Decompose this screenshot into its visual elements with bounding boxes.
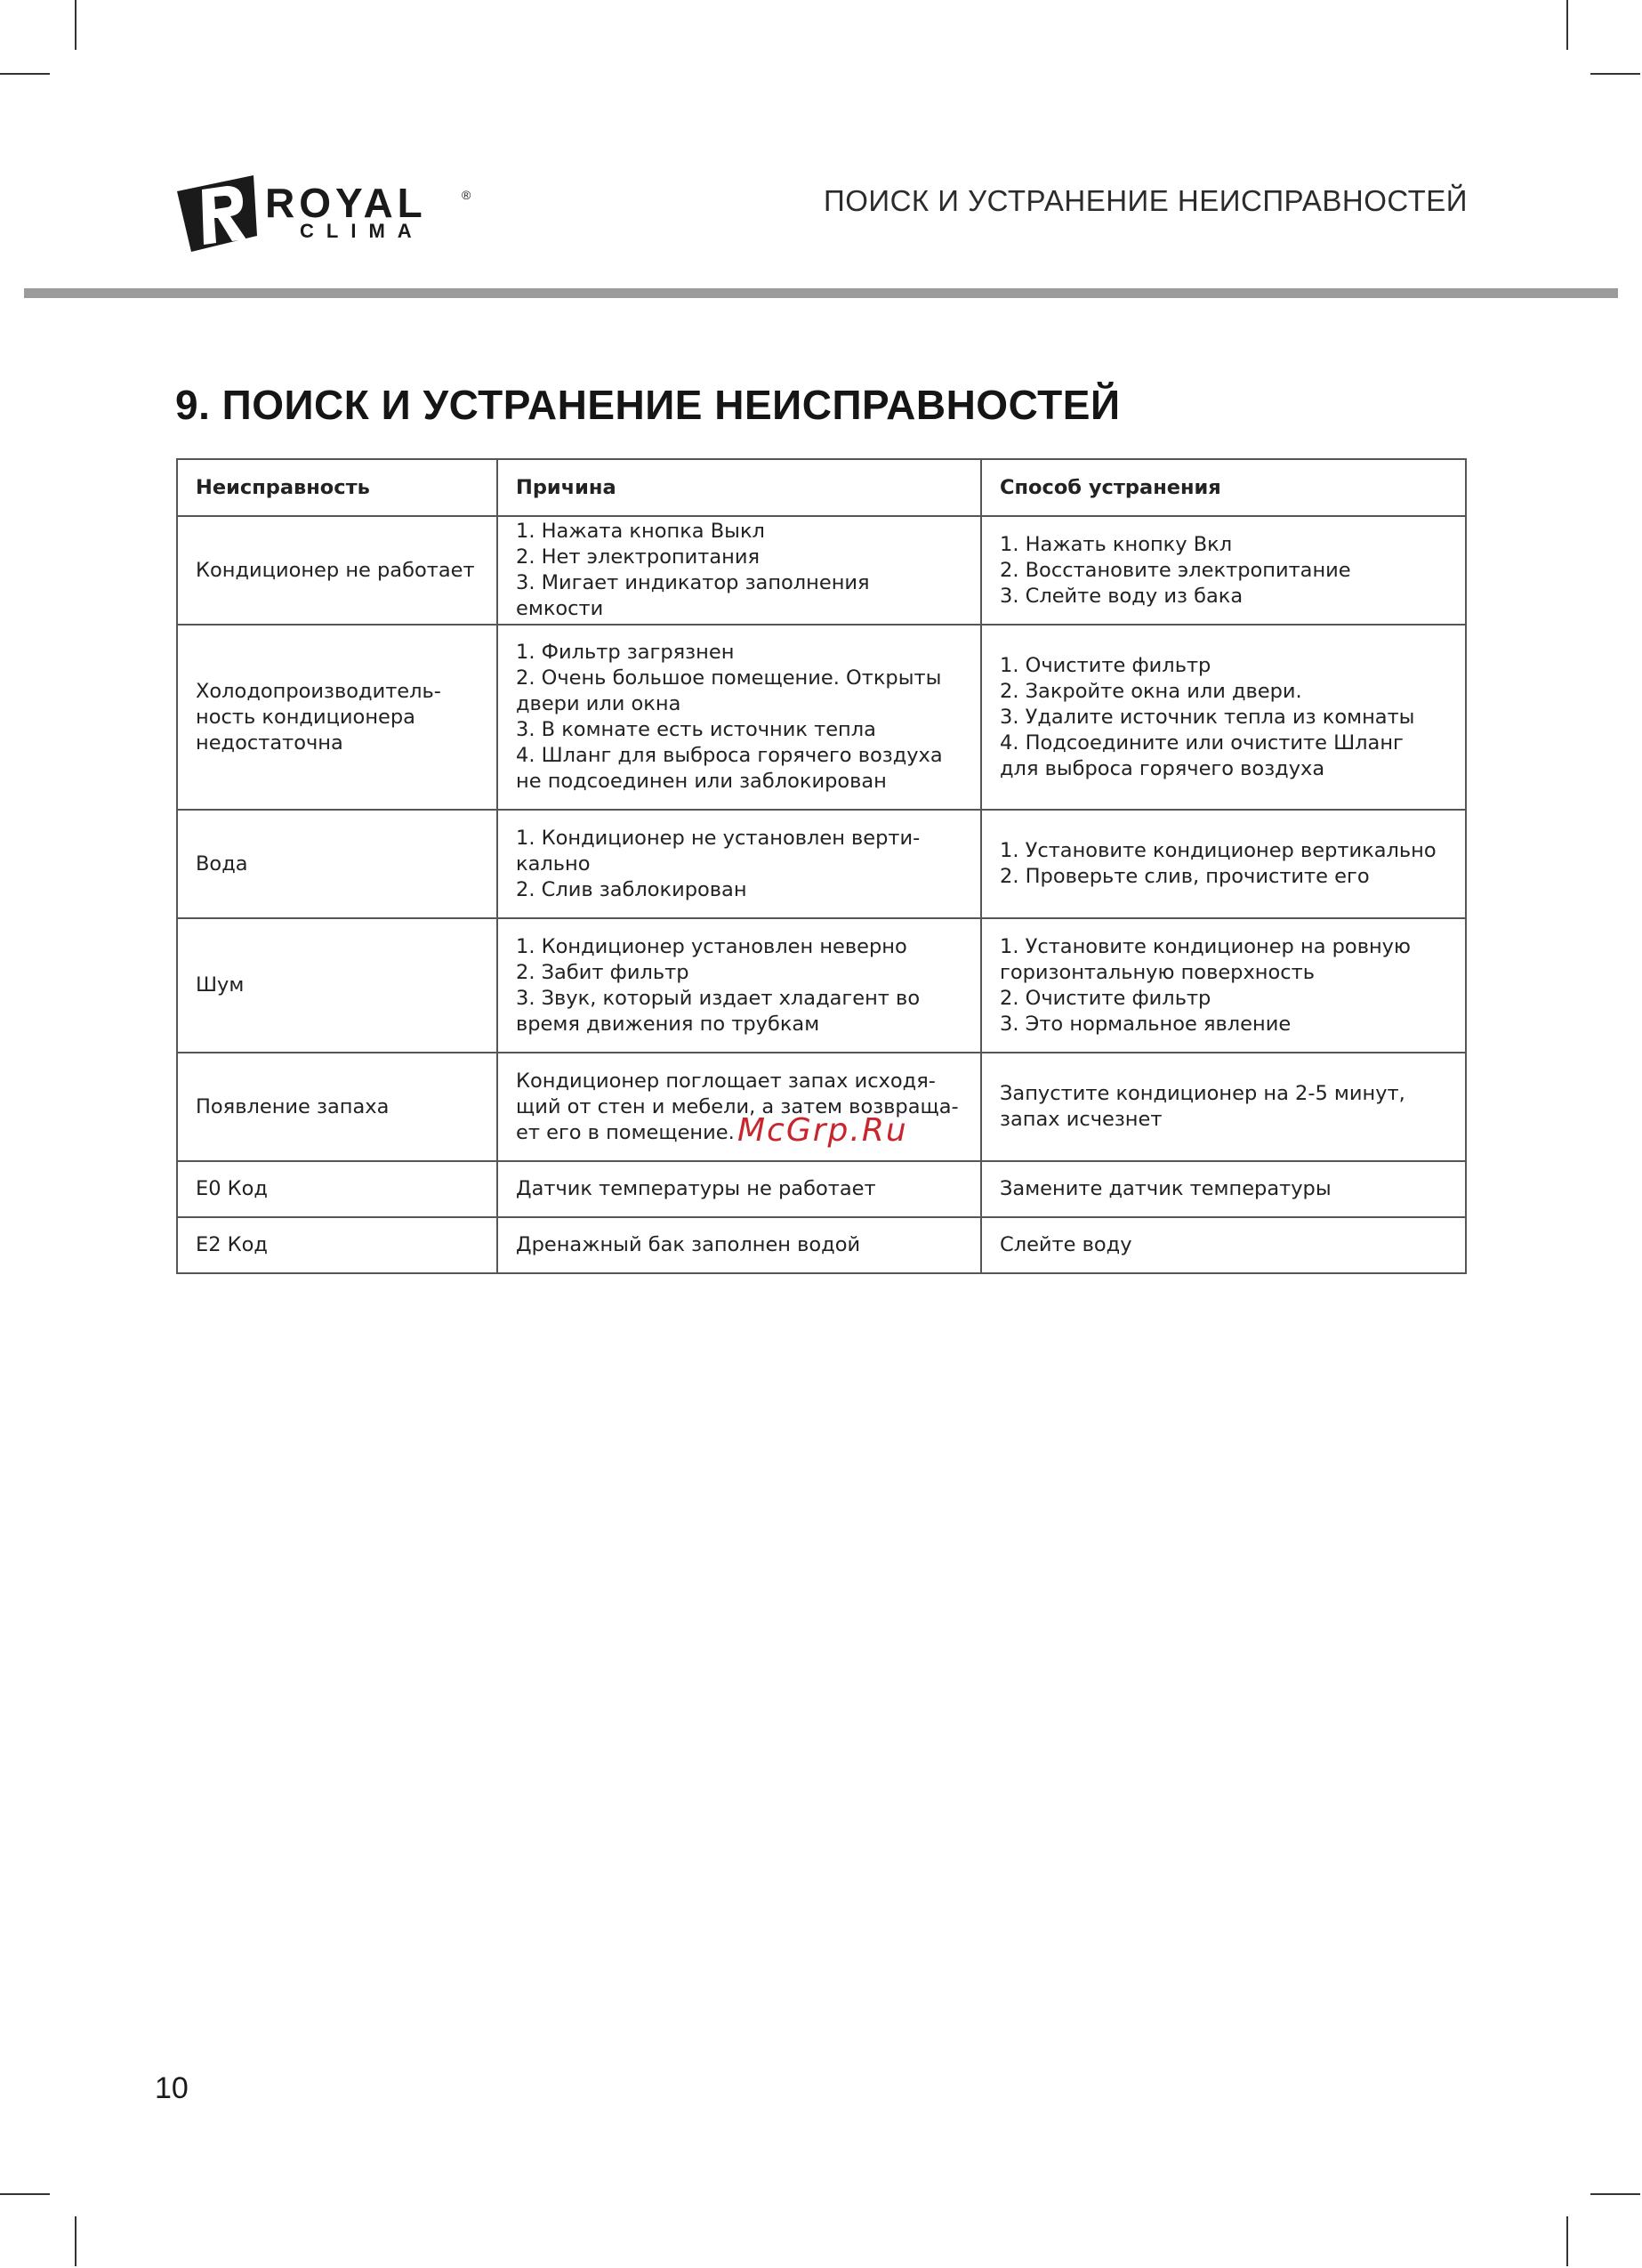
crop-mark (1590, 73, 1640, 75)
crop-mark (75, 2216, 76, 2266)
column-header: Неисправность (177, 459, 497, 516)
page-number: 10 (155, 2071, 189, 2105)
problem-cell: Кондиционер не работает (177, 516, 497, 625)
cause-cell: 1. Кондиционер установлен неверно 2. Забит фильтр 3. Звук, который издает хладагент во время движения по трубкам (497, 918, 981, 1053)
remedy-cell: Запустите кондиционер на 2-5 минут, запах исчезнет (981, 1053, 1466, 1161)
cause-cell: 1. Кондиционер не установлен верти- кально 2. Слив заблокирован (497, 810, 981, 918)
problem-cell: Появление запаха (177, 1053, 497, 1161)
logo-wordmark: ROYAL (265, 180, 427, 226)
problem-cell: E0 Код (177, 1161, 497, 1217)
table-header-row (177, 459, 1466, 516)
remedy-cell: 1. Нажать кнопку Вкл 2. Восстановите электропитание 3. Слейте воду из бака (981, 516, 1466, 625)
cause-cell: Кондиционер поглощает запах исходя- щий от стен и мебели, а затем возвраща- ет его в помещение. (497, 1053, 981, 1161)
column-header: Способ устранения (981, 459, 1466, 516)
table-row (177, 1217, 1466, 1273)
cause-cell: Датчик температуры не работает (497, 1161, 981, 1217)
table-row (177, 1161, 1466, 1217)
remedy-cell: 1. Очистите фильтр 2. Закройте окна или двери. 3. Удалите источник тепла из комнаты 4. Подсоедините или очистите Шланг для выброса горячего воздуха (981, 625, 1466, 810)
crop-mark (1566, 2216, 1568, 2266)
crop-mark (0, 73, 50, 75)
logo-subtitle: CLIMA (300, 220, 424, 242)
remedy-cell: 1. Установите кондиционер на ровную горизонтальную поверхность 2. Очистите фильтр 3. Это нормальное явление (981, 918, 1466, 1053)
problem-cell: Вода (177, 810, 497, 918)
registered-mark: ® (462, 188, 471, 202)
crop-mark (1566, 0, 1568, 50)
remedy-cell: Слейте воду (981, 1217, 1466, 1273)
table-row (177, 918, 1466, 1053)
table-row (177, 625, 1466, 810)
remedy-cell: Замените датчик температуры (981, 1161, 1466, 1217)
problem-cell: Шум (177, 918, 497, 1053)
problem-cell: Холодопроизводитель- ность кондиционера недостаточна (177, 625, 497, 810)
section-title: 9. ПОИСК И УСТРАНЕНИЕ НЕИСПРАВНОСТЕЙ (175, 382, 1121, 428)
crop-mark (0, 2193, 50, 2195)
running-header-title: ПОИСК И УСТРАНЕНИЕ НЕИСПРАВНОСТЕЙ (823, 184, 1468, 217)
cause-cell: 1. Нажата кнопка Выкл 2. Нет электропитания 3. Мигает индикатор заполнения емкости (497, 516, 981, 625)
brand-logo (175, 174, 482, 254)
logo-emblem-icon (175, 174, 261, 254)
header-divider (24, 288, 1618, 298)
troubleshooting-table (176, 458, 1467, 1274)
crop-mark (75, 0, 76, 50)
problem-cell: E2 Код (177, 1217, 497, 1273)
column-header: Причина (497, 459, 981, 516)
cause-cell: 1. Фильтр загрязнен 2. Очень большое помещение. Открыты двери или окна 3. В комнате есть источник тепла 4. Шланг для выброса горячего воздуха не подсоединен или заблокирован (497, 625, 981, 810)
table-row (177, 516, 1466, 625)
cause-cell: Дренажный бак заполнен водой (497, 1217, 981, 1273)
table-row (177, 810, 1466, 918)
crop-mark (1590, 2193, 1640, 2195)
remedy-cell: 1. Установите кондиционер вертикально 2. Проверьте слив, прочистите его (981, 810, 1466, 918)
watermark-link[interactable]: McGrp.Ru (737, 1112, 908, 1149)
